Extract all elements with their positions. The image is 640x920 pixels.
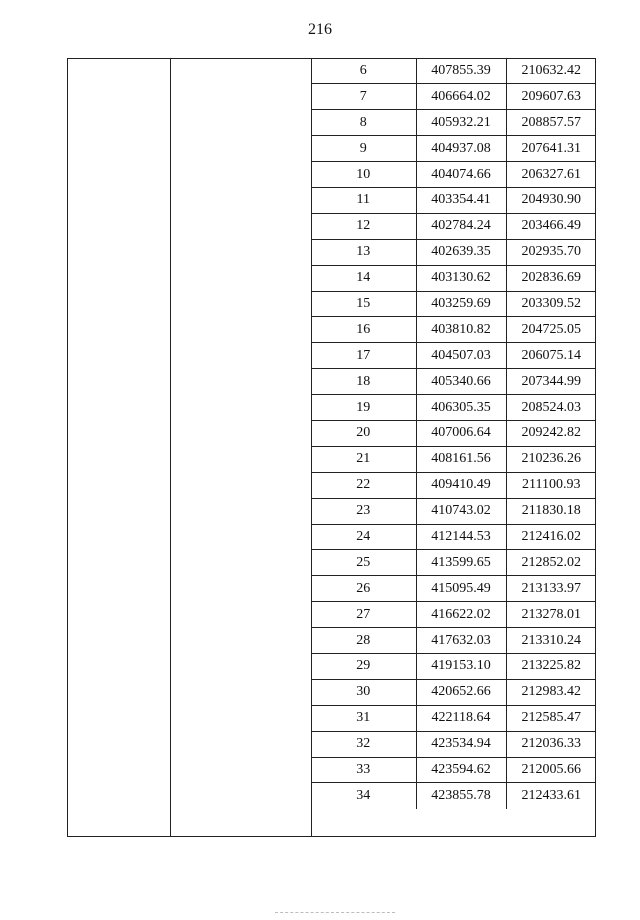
x-coordinate-cell: 404937.08 xyxy=(416,136,506,162)
x-coordinate-cell: 408161.56 xyxy=(416,446,506,472)
point-number-cell: 18 xyxy=(311,369,416,395)
y-coordinate-cell: 204930.90 xyxy=(506,187,596,213)
x-coordinate-cell: 404507.03 xyxy=(416,343,506,369)
table-row xyxy=(311,446,596,472)
point-number-cell: 33 xyxy=(311,757,416,783)
y-coordinate-cell: 202935.70 xyxy=(506,239,596,265)
y-coordinate-cell: 210632.42 xyxy=(506,58,596,84)
table-row xyxy=(311,498,596,524)
x-coordinate-cell: 413599.65 xyxy=(416,550,506,576)
point-number-cell: 11 xyxy=(311,187,416,213)
x-coordinate-cell: 407855.39 xyxy=(416,58,506,84)
y-coordinate-cell: 212036.33 xyxy=(506,731,596,757)
point-number-cell: 15 xyxy=(311,291,416,317)
y-coordinate-cell: 211830.18 xyxy=(506,498,596,524)
table-row xyxy=(311,757,596,783)
table-row xyxy=(311,84,596,110)
x-coordinate-cell: 406664.02 xyxy=(416,84,506,110)
point-number-cell: 26 xyxy=(311,576,416,602)
x-coordinate-cell: 407006.64 xyxy=(416,420,506,446)
point-number-cell: 10 xyxy=(311,162,416,188)
y-coordinate-cell: 204725.05 xyxy=(506,317,596,343)
x-coordinate-cell: 410743.02 xyxy=(416,498,506,524)
scan-artifact-line xyxy=(275,912,395,913)
y-coordinate-cell: 209242.82 xyxy=(506,420,596,446)
point-number-cell: 29 xyxy=(311,653,416,679)
table-row xyxy=(311,628,596,654)
point-number-cell: 32 xyxy=(311,731,416,757)
point-number-cell: 16 xyxy=(311,317,416,343)
y-coordinate-cell: 213310.24 xyxy=(506,628,596,654)
point-number-cell: 25 xyxy=(311,550,416,576)
point-number-cell: 22 xyxy=(311,472,416,498)
y-coordinate-cell: 212433.61 xyxy=(506,783,596,809)
coordinates-table-body xyxy=(311,58,596,809)
table-row xyxy=(311,783,596,809)
y-coordinate-cell: 206075.14 xyxy=(506,343,596,369)
table-row xyxy=(311,524,596,550)
table-row xyxy=(311,550,596,576)
y-coordinate-cell: 213133.97 xyxy=(506,576,596,602)
table-row xyxy=(311,136,596,162)
table-row xyxy=(311,239,596,265)
table-row xyxy=(311,369,596,395)
x-coordinate-cell: 420652.66 xyxy=(416,679,506,705)
x-coordinate-cell: 402639.35 xyxy=(416,239,506,265)
point-number-cell: 13 xyxy=(311,239,416,265)
x-coordinate-cell: 405932.21 xyxy=(416,110,506,136)
point-number-cell: 30 xyxy=(311,679,416,705)
x-coordinate-cell: 412144.53 xyxy=(416,524,506,550)
y-coordinate-cell: 210236.26 xyxy=(506,446,596,472)
y-coordinate-cell: 212416.02 xyxy=(506,524,596,550)
table-row xyxy=(311,291,596,317)
point-number-cell: 7 xyxy=(311,84,416,110)
y-coordinate-cell: 208857.57 xyxy=(506,110,596,136)
y-coordinate-cell: 202836.69 xyxy=(506,265,596,291)
y-coordinate-cell: 203466.49 xyxy=(506,213,596,239)
table-row xyxy=(311,317,596,343)
table-row xyxy=(311,395,596,421)
point-number-cell: 24 xyxy=(311,524,416,550)
x-coordinate-cell: 415095.49 xyxy=(416,576,506,602)
x-coordinate-cell: 419153.10 xyxy=(416,653,506,679)
x-coordinate-cell: 423855.78 xyxy=(416,783,506,809)
x-coordinate-cell: 409410.49 xyxy=(416,472,506,498)
y-coordinate-cell: 208524.03 xyxy=(506,395,596,421)
x-coordinate-cell: 403810.82 xyxy=(416,317,506,343)
x-coordinate-cell: 423534.94 xyxy=(416,731,506,757)
column-divider xyxy=(170,58,171,837)
page-number: 216 xyxy=(308,21,332,38)
table-row xyxy=(311,602,596,628)
table-row xyxy=(311,731,596,757)
point-number-cell: 34 xyxy=(356,788,371,804)
x-coordinate-cell: 422118.64 xyxy=(416,705,506,731)
y-coordinate-cell: 203309.52 xyxy=(506,291,596,317)
point-number-cell: 9 xyxy=(311,136,416,162)
y-coordinate-cell: 213278.01 xyxy=(506,602,596,628)
x-coordinate-cell: 417632.03 xyxy=(416,628,506,654)
x-coordinate-cell: 404074.66 xyxy=(416,162,506,188)
y-coordinate-cell: 212852.02 xyxy=(506,550,596,576)
table-row xyxy=(311,653,596,679)
table-row xyxy=(311,576,596,602)
point-number-cell: 21 xyxy=(311,446,416,472)
y-coordinate-cell: 209607.63 xyxy=(506,84,596,110)
point-number-cell: 23 xyxy=(311,498,416,524)
table-row xyxy=(311,58,596,84)
point-number-cell: 6 xyxy=(311,58,416,84)
table-row xyxy=(311,705,596,731)
table-row xyxy=(311,420,596,446)
y-coordinate-cell: 207641.31 xyxy=(506,136,596,162)
coordinates-table xyxy=(311,58,596,809)
point-number-cell: 28 xyxy=(311,628,416,654)
x-coordinate-cell: 423594.62 xyxy=(416,757,506,783)
point-number-cell: 27 xyxy=(311,602,416,628)
table-row xyxy=(311,110,596,136)
y-coordinate-cell: 211100.93 xyxy=(506,472,596,498)
table-row xyxy=(311,162,596,188)
x-coordinate-cell: 416622.02 xyxy=(416,602,506,628)
x-coordinate-cell: 405340.66 xyxy=(416,369,506,395)
y-coordinate-cell: 206327.61 xyxy=(506,162,596,188)
table-row xyxy=(311,679,596,705)
x-coordinate-cell: 403354.41 xyxy=(416,187,506,213)
point-number-cell: 12 xyxy=(311,213,416,239)
x-coordinate-cell: 406305.35 xyxy=(416,395,506,421)
x-coordinate-cell: 403259.69 xyxy=(416,291,506,317)
point-number-cell: 19 xyxy=(311,395,416,421)
table-row xyxy=(311,472,596,498)
table-row xyxy=(311,187,596,213)
table-row xyxy=(311,213,596,239)
x-coordinate-cell: 403130.62 xyxy=(416,265,506,291)
y-coordinate-cell: 207344.99 xyxy=(506,369,596,395)
x-coordinate-cell: 402784.24 xyxy=(416,213,506,239)
y-coordinate-cell: 213225.82 xyxy=(506,653,596,679)
table-row xyxy=(311,343,596,369)
y-coordinate-cell: 212005.66 xyxy=(506,757,596,783)
point-number-cell: 31 xyxy=(311,705,416,731)
y-coordinate-cell: 212983.42 xyxy=(506,679,596,705)
y-coordinate-cell: 212585.47 xyxy=(506,705,596,731)
point-number-cell: 8 xyxy=(311,110,416,136)
point-number-cell: 14 xyxy=(311,265,416,291)
table-row xyxy=(311,265,596,291)
point-number-cell: 20 xyxy=(311,420,416,446)
point-number-cell: 17 xyxy=(311,343,416,369)
